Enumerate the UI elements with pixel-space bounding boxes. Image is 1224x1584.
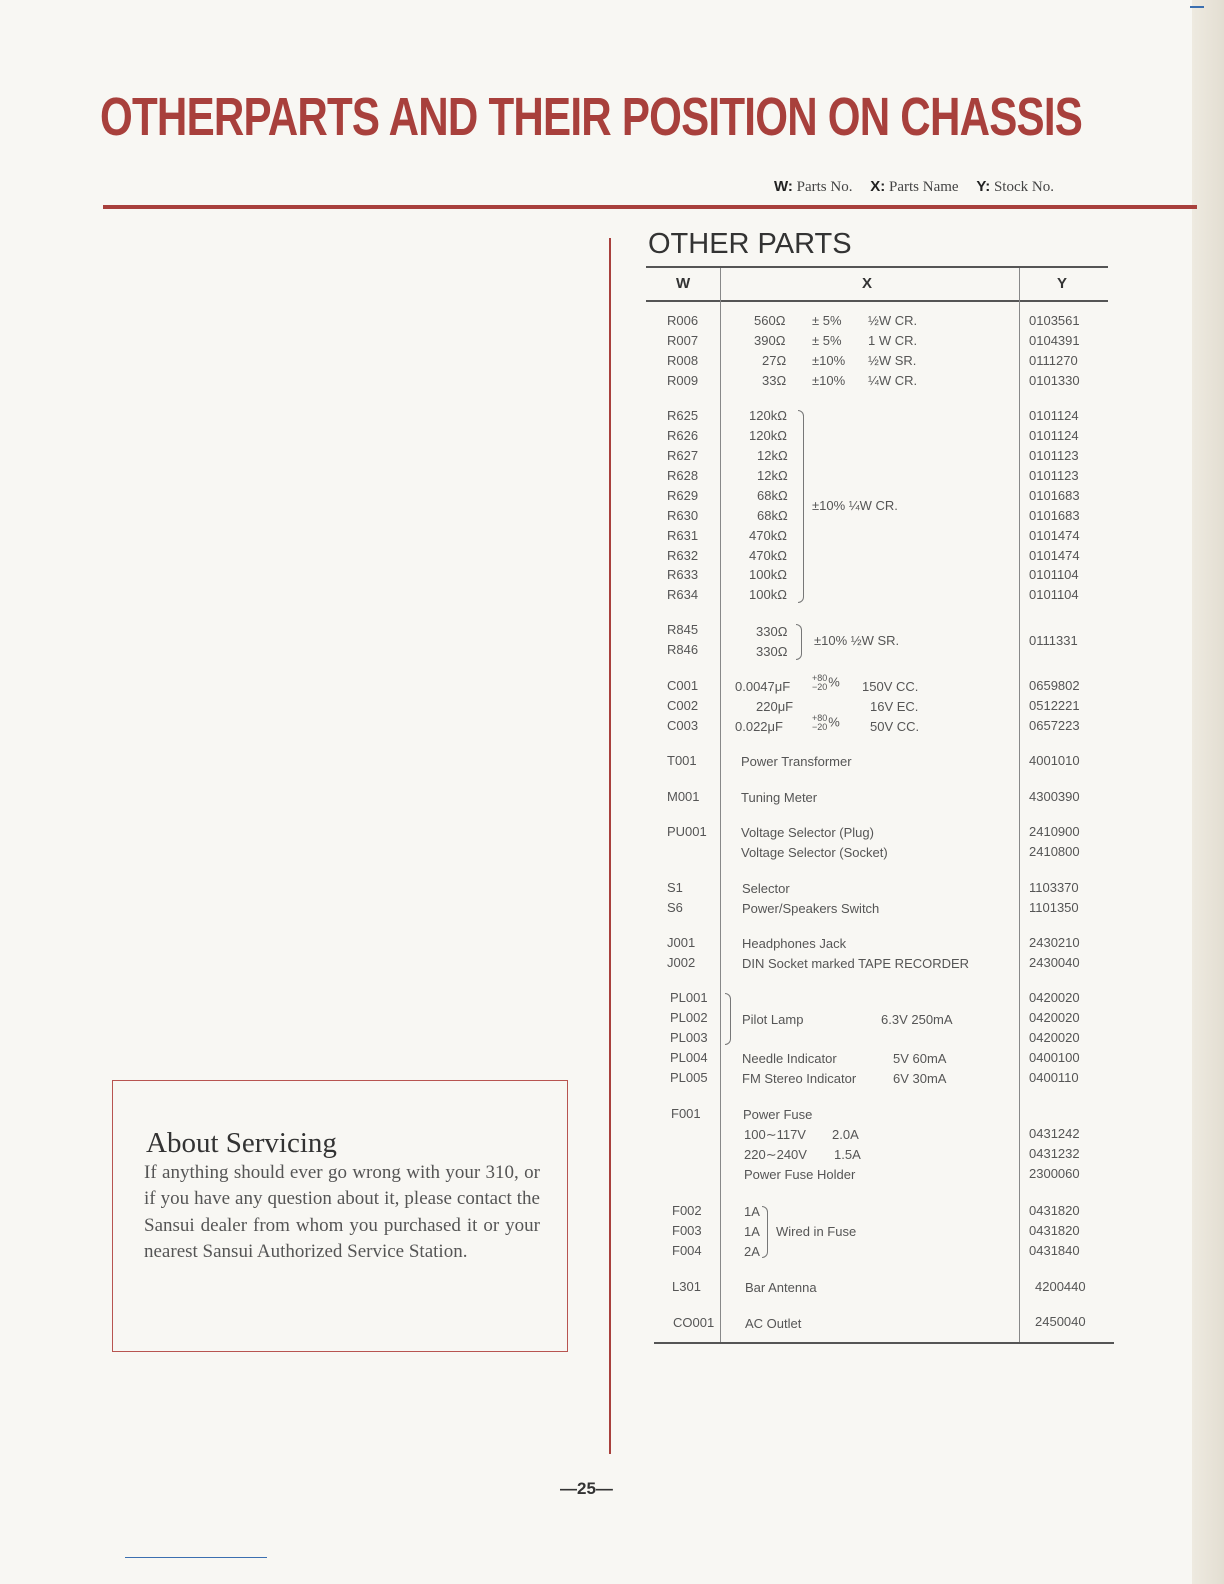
stock-no: 2430210: [1029, 935, 1080, 950]
part-no: R007: [667, 333, 699, 348]
part-name: Needle Indicator: [742, 1051, 837, 1066]
part-tolerance: [812, 714, 840, 732]
tolerance-percent: %: [828, 714, 840, 730]
fuse-voltage: 100∼117V: [744, 1127, 806, 1142]
part-no: R625: [667, 408, 699, 423]
stock-no: 0400110: [1029, 1070, 1079, 1085]
part-name: Power Fuse: [743, 1107, 813, 1122]
part-value: 1A: [744, 1224, 760, 1239]
tolerance-minus: −20: [812, 682, 828, 692]
group-brace: [798, 410, 804, 603]
part-name: Voltage Selector (Socket): [741, 845, 888, 860]
stock-no: 0101330: [1029, 373, 1080, 388]
part-no: F004: [672, 1243, 702, 1258]
part-no: F002: [672, 1203, 702, 1218]
part-no: PL003: [670, 1030, 708, 1045]
stock-no: 0431232: [1029, 1146, 1080, 1161]
part-value: 470kΩ: [749, 528, 787, 543]
part-value: 33Ω: [762, 373, 787, 388]
legend-y-key: Y:: [976, 178, 991, 195]
page-edge-shadow: [1192, 0, 1224, 1584]
part-no: R631: [667, 528, 699, 543]
stock-no: 0101123: [1029, 448, 1079, 463]
part-no: R630: [667, 508, 699, 523]
legend-y-text: Stock No.: [993, 179, 1054, 195]
tolerance-percent: %: [828, 674, 840, 690]
group-brace: [762, 1206, 768, 1258]
part-name: Headphones Jack: [742, 936, 847, 951]
stock-no: 4200440: [1035, 1279, 1086, 1294]
about-servicing-title: About Servicing: [146, 1127, 337, 1159]
page-number: —25—: [560, 1479, 613, 1498]
fuse-rating: 1.5A: [834, 1147, 861, 1162]
part-value: 68kΩ: [757, 488, 788, 503]
part-value: 120kΩ: [749, 408, 787, 423]
part-name: DIN Socket marked TAPE RECORDER: [742, 956, 970, 971]
part-name: Bar Antenna: [745, 1280, 817, 1295]
part-value: 100kΩ: [749, 587, 787, 602]
stock-no: 0431820: [1029, 1203, 1080, 1218]
stock-no: 0400100: [1029, 1050, 1080, 1065]
stock-no: 2450040: [1035, 1314, 1086, 1329]
part-value: 120kΩ: [749, 428, 787, 443]
group-name: Wired in Fuse: [776, 1224, 857, 1239]
part-spec: 16V EC.: [870, 699, 919, 714]
stock-no: 0101683: [1029, 508, 1080, 523]
part-spec: ½W SR.: [868, 353, 917, 368]
stock-no: 0420020: [1029, 1030, 1080, 1045]
part-name: AC Outlet: [745, 1316, 802, 1331]
part-no: CO001: [673, 1315, 715, 1330]
stock-no: 2410800: [1029, 844, 1080, 859]
stock-no: 0101474: [1029, 548, 1080, 563]
part-no: C003: [667, 718, 699, 733]
group-brace: [796, 624, 802, 660]
stock-no: 0101123: [1029, 468, 1079, 483]
part-no: R006: [667, 313, 699, 328]
stock-no: 1101350: [1029, 900, 1079, 915]
stock-no: 2300060: [1029, 1166, 1080, 1181]
part-value: 0.0047μF: [735, 679, 791, 694]
legend-x-text: Parts Name: [888, 179, 959, 195]
table-col-line-1: [720, 268, 721, 1342]
tolerance-plus: +80: [812, 713, 828, 723]
stock-no: 0101124: [1029, 408, 1079, 423]
part-tolerance: ±10%: [812, 353, 846, 368]
part-value: 220μF: [756, 699, 794, 714]
stock-no: 2410900: [1029, 824, 1080, 839]
stock-no: 0101683: [1029, 488, 1080, 503]
part-spec: 6V 30mA: [893, 1071, 947, 1086]
stock-no: 0420020: [1029, 990, 1080, 1005]
part-value: 27Ω: [762, 353, 787, 368]
part-value: 2A: [744, 1244, 760, 1259]
part-name: Voltage Selector (Plug): [741, 825, 874, 840]
part-no: R628: [667, 468, 699, 483]
part-value: 470kΩ: [749, 548, 787, 563]
part-no: R632: [667, 548, 699, 563]
part-name: Power Transformer: [741, 754, 852, 769]
legend-x-key: X:: [870, 178, 886, 195]
tolerance-plus: +80: [812, 673, 828, 683]
part-no: PL001: [670, 990, 708, 1005]
table-header-rule: [646, 300, 1108, 302]
part-no: L301: [672, 1279, 701, 1294]
part-spec: ¼W CR.: [868, 373, 918, 388]
column-legend: [774, 178, 1054, 196]
group-spec: ±10% ¼W CR.: [812, 498, 898, 513]
part-no: T001: [667, 753, 697, 768]
part-value: 330Ω: [756, 644, 788, 659]
stock-no: 0512221: [1029, 698, 1080, 713]
stock-no: 0103561: [1029, 313, 1080, 328]
stock-no: 1103370: [1029, 880, 1079, 895]
stock-no: 0101124: [1029, 428, 1079, 443]
stock-no: 0657223: [1029, 718, 1080, 733]
stock-no: 0659802: [1029, 678, 1080, 693]
part-no: R634: [667, 587, 699, 602]
stock-no: 0101104: [1029, 567, 1079, 582]
part-spec: 1 W CR.: [868, 333, 918, 348]
stock-no: 0420020: [1029, 1010, 1080, 1025]
legend-w-key: W:: [774, 178, 793, 195]
column-header-w: W: [676, 275, 691, 292]
part-no: R845: [667, 622, 699, 637]
part-no: R626: [667, 428, 699, 443]
part-spec: 6.3V 250mA: [881, 1012, 953, 1027]
scan-line: [125, 1557, 267, 1558]
other-parts-heading: OTHER PARTS: [648, 228, 852, 260]
stock-no: 0101104: [1029, 587, 1079, 602]
part-no: R629: [667, 488, 699, 503]
part-no: J001: [667, 935, 696, 950]
about-servicing-text: If anything should ever go wrong with your 310, or if you have any question about it, please contact the Sansui dealer from whom you purchased it or your nearest Sansui Authorized Service Station.: [144, 1162, 540, 1263]
stock-no: 0101474: [1029, 528, 1080, 543]
part-name: FM Stereo Indicator: [742, 1071, 857, 1086]
stock-no: 0104391: [1029, 333, 1080, 348]
part-no: R009: [667, 373, 699, 388]
fuse-voltage: 220∼240V: [744, 1147, 807, 1162]
part-value: 68kΩ: [757, 508, 788, 523]
part-tolerance: [812, 674, 840, 692]
part-no: R633: [667, 567, 699, 582]
part-value: 0.022μF: [735, 719, 783, 734]
part-tolerance: ± 5%: [812, 333, 842, 348]
part-no: R846: [667, 642, 699, 657]
part-no: F003: [672, 1223, 702, 1238]
part-name: Pilot Lamp: [742, 1012, 804, 1027]
page-title: OTHERPARTS AND THEIR POSITION ON CHASSIS: [100, 87, 1083, 147]
tolerance-minus: −20: [812, 722, 828, 732]
part-no: PU001: [667, 824, 707, 839]
part-name: Selector: [742, 881, 790, 896]
part-value: 12kΩ: [757, 448, 788, 463]
part-name: Power Fuse Holder: [744, 1167, 856, 1182]
part-tolerance: ±10%: [812, 373, 846, 388]
part-no: M001: [667, 789, 700, 804]
part-no: R008: [667, 353, 699, 368]
table-bottom-rule: [654, 1342, 1114, 1344]
part-value: 390Ω: [754, 333, 786, 348]
edge-mark: [1190, 0, 1204, 8]
stock-no: 0431840: [1029, 1243, 1080, 1258]
column-header-y: Y: [1057, 275, 1068, 292]
column-header-x: X: [862, 275, 873, 292]
part-spec: 5V 60mA: [893, 1051, 947, 1066]
group-spec: ±10% ½W SR.: [814, 633, 900, 648]
table-top-rule: [646, 266, 1108, 268]
stock-no: 0431820: [1029, 1223, 1080, 1238]
part-no: J002: [667, 955, 696, 970]
part-name: Tuning Meter: [741, 790, 818, 805]
part-no: C002: [667, 698, 699, 713]
part-spec: 50V CC.: [870, 719, 920, 734]
part-no: PL004: [670, 1050, 708, 1065]
part-no: F001: [671, 1106, 701, 1121]
about-servicing-box: [112, 1080, 568, 1352]
part-value: 1A: [744, 1204, 760, 1219]
column-divider: [609, 238, 611, 1454]
stock-no: 4001010: [1029, 753, 1080, 768]
part-no: PL005: [670, 1070, 708, 1085]
part-no: R627: [667, 448, 699, 463]
part-value: 330Ω: [756, 624, 788, 639]
part-spec: ½W CR.: [868, 313, 918, 328]
part-value: 100kΩ: [749, 567, 787, 582]
tolerance-stack: [812, 714, 827, 732]
stock-no: 2430040: [1029, 955, 1080, 970]
part-value: 12kΩ: [757, 468, 788, 483]
part-tolerance: ± 5%: [812, 313, 842, 328]
stock-no: 0111331: [1029, 633, 1078, 648]
stock-no: 0431242: [1029, 1126, 1080, 1141]
stock-no: 0111270: [1029, 353, 1078, 368]
legend-w-text: Parts No.: [796, 179, 853, 195]
fuse-rating: 2.0A: [832, 1127, 859, 1142]
part-no: C001: [667, 678, 699, 693]
part-spec: 150V CC.: [862, 679, 919, 694]
part-value: 560Ω: [754, 313, 786, 328]
header-rule: [103, 205, 1197, 209]
part-name: Power/Speakers Switch: [742, 901, 880, 916]
stock-no: 4300390: [1029, 789, 1080, 804]
tolerance-stack: [812, 674, 827, 692]
part-no: PL002: [670, 1010, 708, 1025]
part-no: S6: [667, 900, 683, 915]
table-col-line-2: [1019, 268, 1020, 1342]
group-brace: [725, 993, 731, 1045]
part-no: S1: [667, 880, 683, 895]
